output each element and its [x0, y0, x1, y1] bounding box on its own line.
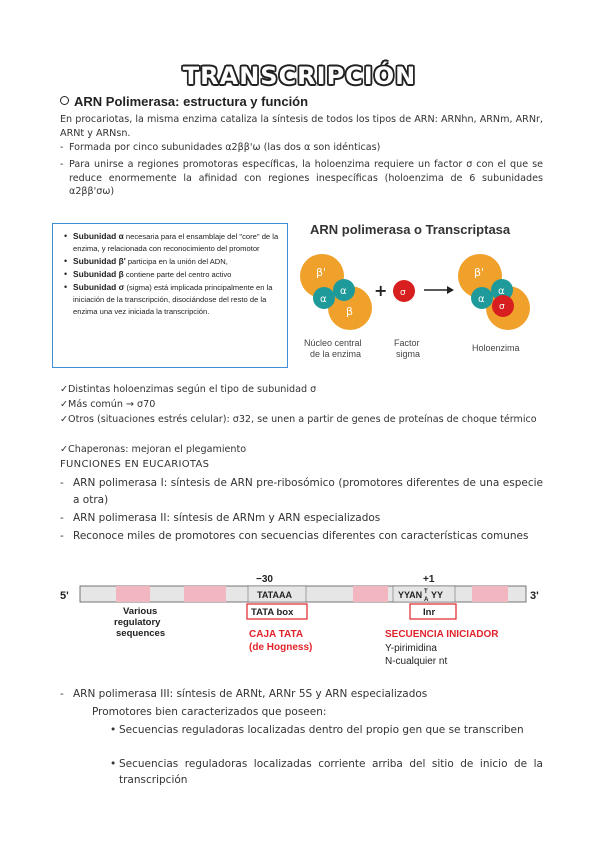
promoter-type-2: • Secuencias reguladoras localizadas corriente arriba del sitio de inicio de la transcripción: [110, 758, 543, 786]
regulatory-region-1: [116, 586, 150, 602]
inr-seq-a: A: [424, 597, 429, 603]
caption-core-1: Núcleo central: [304, 338, 362, 348]
caption-sigma-1: Factor: [394, 338, 420, 348]
three-prime-label: 3': [530, 590, 539, 602]
secuencia-iniciador-label: SECUENCIA INICIADOR: [385, 629, 499, 640]
eukaryote-point-1: - ARN polimerasa I: síntesis de ARN pre-ribosómico (promotores diferentes de una especie a otra): [60, 477, 543, 506]
check-item-4: ✓Chaperonas: mejoran el plegamiento: [60, 444, 247, 455]
hogness-label: (de Hogness): [249, 642, 313, 653]
tata-sequence: TATAAA: [257, 590, 292, 600]
intro-paragraph: En procariotas, la misma enzima cataliza la síntesis de todos los tipos de ARN: ARNhn, ARNm, ARNr, ARNt y ARNsn.: [60, 114, 543, 139]
various-label-1: Various: [123, 606, 158, 617]
subunit-beta: • Subunidad β contiene parte del centro activo: [73, 268, 279, 281]
tata-box-label: TATA box: [251, 607, 294, 618]
subunit-beta-prime: • Subunidad β' participa en la unión del ADN,: [73, 255, 279, 268]
pos-minus-30: −30: [256, 575, 273, 585]
various-label-3: sequences: [116, 628, 166, 639]
svg-text:β': β': [474, 266, 485, 279]
five-prime-label: 5': [60, 590, 69, 602]
eukaryotes-heading: FUNCIONES EN EUCARIOTAS: [60, 459, 210, 470]
svg-text:α: α: [498, 286, 505, 297]
page-title: TRANSCRIPCIÓN: [182, 62, 417, 90]
check-item-1: ✓Distintas holoenzimas según el tipo de subunidad σ: [60, 384, 317, 395]
inr-seq-t: T: [424, 589, 428, 595]
check-item-3: ✓Otros (situaciones estrés celular): σ32, se unen a partir de genes de proteínas de choque térmico: [60, 414, 537, 425]
regulatory-region-4: [472, 586, 508, 602]
intro-point-1: - Formada por cinco subunidades α2ββ'ω (las dos α son idénticas): [60, 142, 381, 153]
svg-text:σ: σ: [499, 302, 505, 312]
various-label-2: regulatory: [114, 617, 161, 628]
beta-prime-label: β': [316, 266, 327, 279]
inr-label: Inr: [423, 607, 436, 618]
polimerasa-figure: [292, 218, 554, 368]
pos-plus-1: +1: [423, 575, 435, 585]
inr-seq-left: YYAN: [398, 590, 423, 600]
svg-text:α: α: [478, 294, 485, 305]
regulatory-region-3: [353, 586, 388, 602]
subunit-alpha: • Subunidad α necesaria para el ensamblaje del "core" de la enzima, y relacionada con reconocimiento del promotor: [73, 230, 279, 255]
eukaryote-point-3: - Reconoce miles de promotores con secuencias diferentes con características comunes: [60, 530, 529, 542]
plus-sign: +: [374, 281, 388, 300]
core-enzyme: [300, 254, 372, 330]
check-item-2: ✓Más común → σ70: [60, 399, 156, 410]
section-heading: ARN Polimerasa: estructura y función: [60, 94, 308, 109]
pol3-point: - ARN polimerasa III: síntesis de ARNt, ARNr 5S y ARN especializados: [60, 688, 428, 700]
beta-label: β: [346, 305, 354, 318]
regulatory-region-2: [184, 586, 226, 602]
intro-point-2: - Para unirse a regiones promotoras específicas, la holoenzima requiere un factor σ con el que se reduce enormemente la afinidad con regiones inespecíficas (holoenzima de 6 subunidades α2ββ'σω): [60, 159, 543, 198]
figure-title: ARN polimerasa o Transcriptasa: [310, 222, 511, 237]
circle-bullet-icon: [60, 96, 69, 105]
arrow-right-icon: [424, 286, 454, 294]
alpha-label-2: α: [320, 294, 327, 305]
promoter-figure: [60, 575, 550, 675]
caja-tata-label: CAJA TATA: [249, 629, 304, 640]
eukaryote-point-2: - ARN polimerasa II: síntesis de ARNm y ARN especializados: [60, 512, 381, 524]
n-cualquier-label: N-cualquier nt: [385, 656, 448, 667]
caption-sigma-2: sigma: [396, 349, 421, 359]
caption-core-2: de la enzima: [310, 349, 362, 359]
sigma-label: σ: [400, 288, 406, 298]
holoenzyme: [458, 254, 530, 330]
caption-holo: Holoenzima: [472, 343, 520, 353]
promoters-intro: Promotores bien caracterizados que poseen:: [92, 706, 327, 718]
inr-seq-right: YY: [431, 590, 444, 600]
y-pirimidina-label: Y-pirimidina: [385, 643, 437, 654]
alpha-label-1: α: [340, 286, 347, 297]
subunits-box: [52, 223, 288, 368]
subunit-sigma: • Subunidad σ (sigma) está implicada principalmente en la iniciación de la transcripción, disociándose del resto de la enzima una vez iniciada la transcripción.: [73, 281, 279, 318]
promoter-type-1: • Secuencias reguladoras localizadas dentro del propio gen que se transcriben: [110, 724, 524, 736]
